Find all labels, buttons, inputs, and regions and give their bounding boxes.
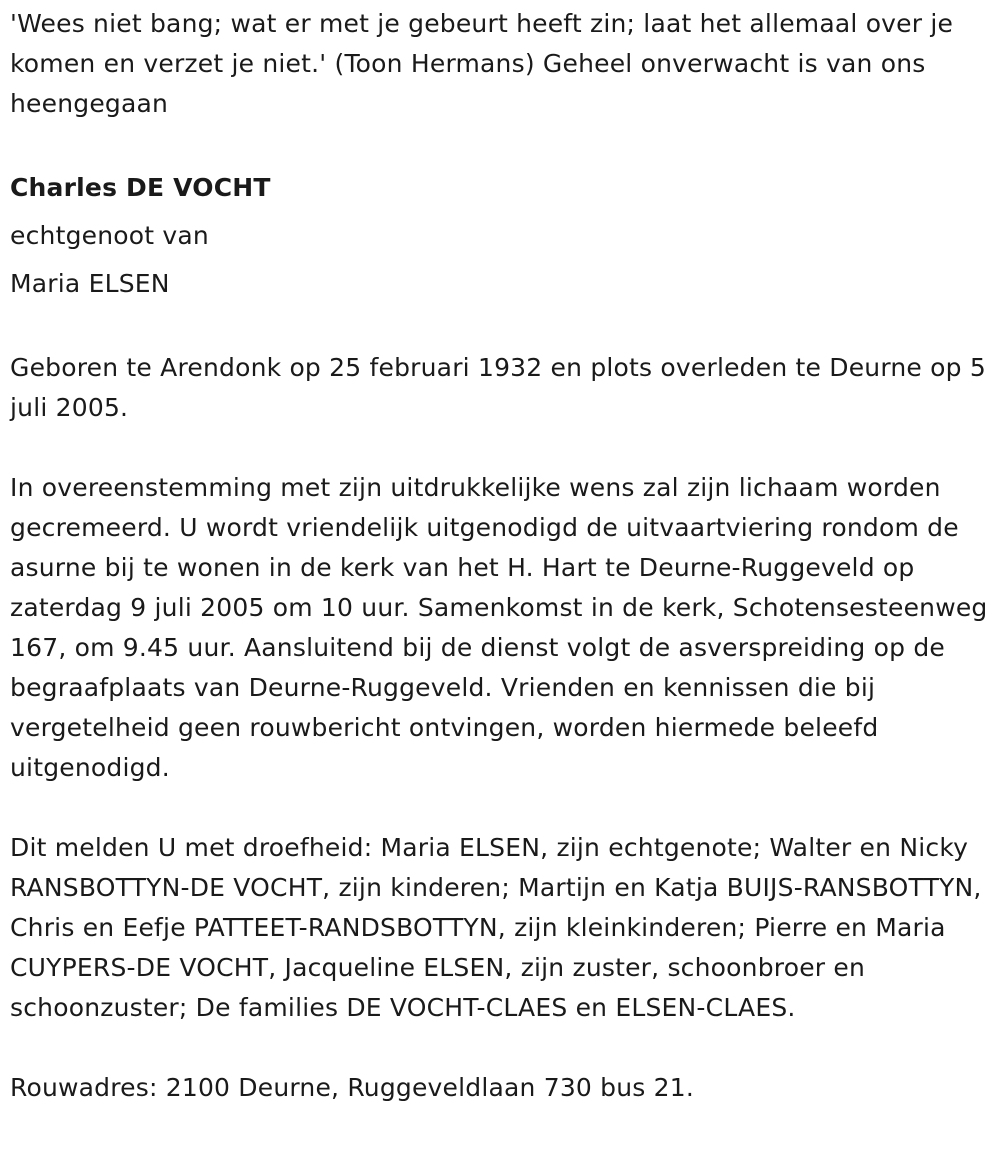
opening-quote: 'Wees niet bang; wat er met je gebeurt heeft zin; laat het allemaal over je komen en verzet je niet.' (Toon Hermans) Geheel onverwacht is van ons heengegaan (10, 9, 954, 118)
spacer (10, 308, 990, 348)
deceased-name: Charles DE VOCHT (10, 173, 271, 202)
ceremony-paragraph: In overeenstemming met zijn uitdrukkelijke wens zal zijn lichaam worden gecremeerd. U wordt vriendelijk uitgenodigd de uitvaartviering rondom de asurne bij te wonen in de kerk van het H. Hart te Deurne-Ruggeveld op zaterdag 9 juli 2005 om 10 uur. Samenkomst in de kerk, Schotensesteenweg 167, om 9.45 uur. Aansluitend bij de dienst volgt de asverspreiding op de begraafplaats van Deurne-Ruggeveld. Vrienden en kennissen die bij vergetelheid geen rouwbericht ontvingen, worden hiermede beleefd uitgenodigd. (10, 473, 988, 782)
family-paragraph: Dit melden U met droefheid: Maria ELSEN, zijn echtgenote; Walter en Nicky RANSBOTTYN-DE VOCHT, zijn kinderen; Martijn en Katja BUIJS-RANSBOTTYN, Chris en Eefje PATTEET-RANDSBOTTYN, zijn kleinkinderen; Pierre en Maria CUYPERS-DE VOCHT, Jacqueline ELSEN, zijn zuster, schoonbroer en schoonzuster; De families DE VOCHT-CLAES en ELSEN-CLAES. (10, 833, 982, 1022)
spacer (10, 428, 990, 468)
relation-text: echtgenoot van (10, 221, 209, 250)
birth-death-paragraph: Geboren te Arendonk op 25 februari 1932 en plots overleden te Deurne op 5 juli 2005. (10, 353, 986, 422)
spacer (10, 124, 990, 164)
spacer (10, 788, 990, 828)
spacer (10, 1028, 990, 1068)
mourning-address: Rouwadres: 2100 Deurne, Ruggeveldlaan 730 bus 21. (10, 1073, 695, 1102)
spouse-name: Maria ELSEN (10, 269, 170, 298)
